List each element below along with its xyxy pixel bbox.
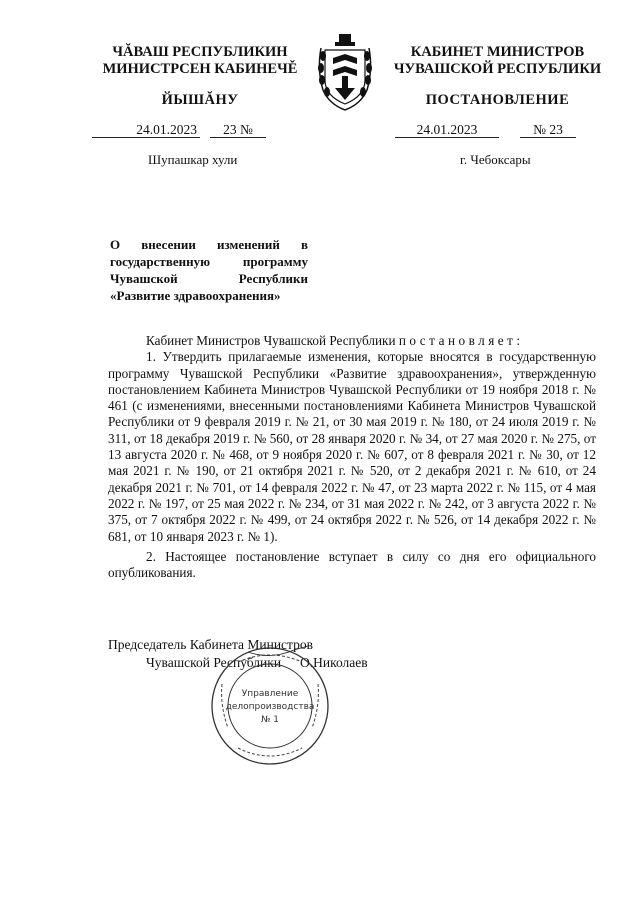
left-place: Шупашкар хули <box>148 152 238 167</box>
signature-title-line1: Председатель Кабинета Министров <box>108 637 313 652</box>
right-date: 24.01.2023 <box>395 122 499 138</box>
left-number-field <box>210 122 266 138</box>
header-left-line2: МИНИСТРСЕН КАБИНЕЧĚ <box>102 61 298 77</box>
header-right-authority <box>385 44 610 78</box>
right-date-field <box>395 122 499 138</box>
document-subject: О внесении изменений в государственную программу Чувашской Республики «Развитие здравоохранения» <box>110 237 308 303</box>
left-date-field <box>92 122 200 138</box>
right-place: г. Чебоксары <box>460 152 531 167</box>
header-left-line1: ЧĂВАШ РЕСПУБЛИКИН <box>112 44 288 60</box>
stamp-line1: Управление <box>241 689 299 699</box>
header-right-doctype: ПОСТАНОВЛЕНИЕ <box>425 92 570 108</box>
signature-name: О.Николаев <box>300 655 368 670</box>
header-left-doctype: ЙЫШĂНУ <box>161 92 239 108</box>
right-number-field <box>520 122 576 138</box>
right-number: № 23 <box>520 122 576 138</box>
official-seal-stamp-icon <box>208 644 332 768</box>
document-body <box>108 333 596 581</box>
intro-authority: Кабинет Министров Чувашской Республики <box>146 333 396 348</box>
header-right-line2: ЧУВАШСКОЙ РЕСПУБЛИКИ <box>393 61 602 77</box>
signature-title-line2: Чувашской Республики <box>146 655 282 670</box>
paragraph-2: 2. Настоящее постановление вступает в силу со дня его официального опубликования. <box>108 548 596 581</box>
intro-decree-word: постановляет: <box>398 333 524 348</box>
paragraph-1: 1. Утвердить прилагаемые изменения, которые вносятся в государственную программу Чувашской Республики «Развитие здравоохранения», утвержденную постановлением Кабинета Министров Чувашской Республики от 19 ноября 2018 г. № 461 (с изменениями, внесенными постановлениями Кабинета Министров Чувашской Республики от 9 февраля 2019 г. № 21, от 30 мая 2019 г. № 180, от 24 июля 2019 г. № 311, от 18 декабря 2019 г. № 560, от 28 января 2020 г. № 34, от 27 мая 2020 г. № 275, от 13 августа 2020 г. № 468, от 9 ноября 2020 г. № 607, от 8 февраля 2021 г. № 30, от 12 мая 2021 г. № 190, от 21 октября 2021 г. № 520, от 2 декабря 2021 г. № 610, от 24 декабря 2021 г. № 701, от 14 февраля 2022 г. № 47, от 23 марта 2022 г. № 115, от 4 мая 2022 г. № 197, от 25 мая 2022 г. № 234, от 31 мая 2022 г. № 242, от 3 августа 2022 г. № 375, от 7 октября 2022 г. № 499, от 24 октября 2022 г. № 526, от 14 декабря 2022 г. № 681, от 10 января 2023 г. № 1). <box>108 349 596 544</box>
header-left-authority <box>100 44 300 78</box>
stamp-line2: делопроизводства <box>225 702 315 712</box>
intro-paragraph <box>108 333 596 349</box>
header-right-line1: КАБИНЕТ МИНИСТРОВ <box>410 44 585 60</box>
stamp-line3: № 1 <box>261 715 279 725</box>
left-date: 24.01.2023 <box>92 122 200 138</box>
chuvash-coat-of-arms-icon <box>315 30 375 114</box>
left-number: 23 № <box>210 122 266 138</box>
